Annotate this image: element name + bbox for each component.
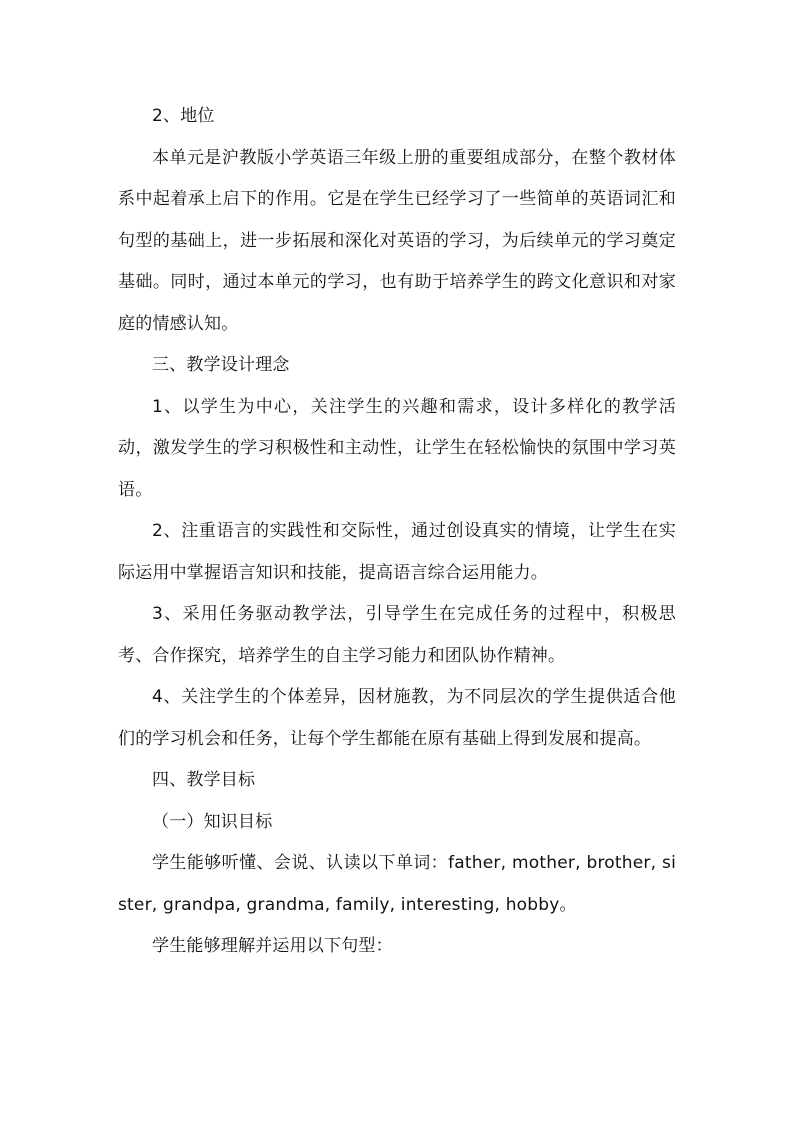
paragraph-vocabulary-goal: 学生能够听懂、会说、认读以下单词：father, mother, brother, sister, grandpa, grandma, family, interesting, hobby。 (118, 853, 676, 915)
section-heading-design-philosophy: 三、教学设计理念 (152, 355, 290, 375)
paragraph-philosophy-3: 3、采用任务驱动教学法，引导学生在完成任务的过程中，积极思考、合作探究，培养学生的自主学习能力和团队协作精神。 (118, 604, 676, 666)
paragraph-status-description: 本单元是沪教版小学英语三年级上册的重要组成部分，在整个教材体系中起着承上启下的作用。它是在学生已经学习了一些简单的英语词汇和句型的基础上，进一步拓展和深化对英语的学习，为后续单元的学习奠定基础。同时，通过本单元的学习，也有助于培养学生的跨文化意识和对家庭的情感认知。 (118, 147, 676, 334)
paragraph-philosophy-2: 2、注重语言的实践性和交际性，通过创设真实的情境，让学生在实际运用中掌握语言知识和技能，提高语言综合运用能力。 (118, 521, 676, 583)
section-heading-teaching-goals: 四、教学目标 (152, 770, 256, 790)
section-heading-status: 2、地位 (152, 106, 215, 126)
paragraph-sentence-goal: 学生能够理解并运用以下句型： (152, 936, 393, 956)
sub-heading-knowledge-goals: （一）知识目标 (152, 811, 273, 832)
document-body (118, 96, 676, 968)
paragraph-philosophy-1: 1、以学生为中心，关注学生的兴趣和需求，设计多样化的教学活动，激发学生的学习积极性和主动性，让学生在轻松愉快的氛围中学习英语。 (118, 396, 676, 500)
paragraph-philosophy-4: 4、关注学生的个体差异，因材施教，为不同层次的学生提供适合他们的学习机会和任务，让每个学生都能在原有基础上得到发展和提高。 (118, 687, 676, 749)
